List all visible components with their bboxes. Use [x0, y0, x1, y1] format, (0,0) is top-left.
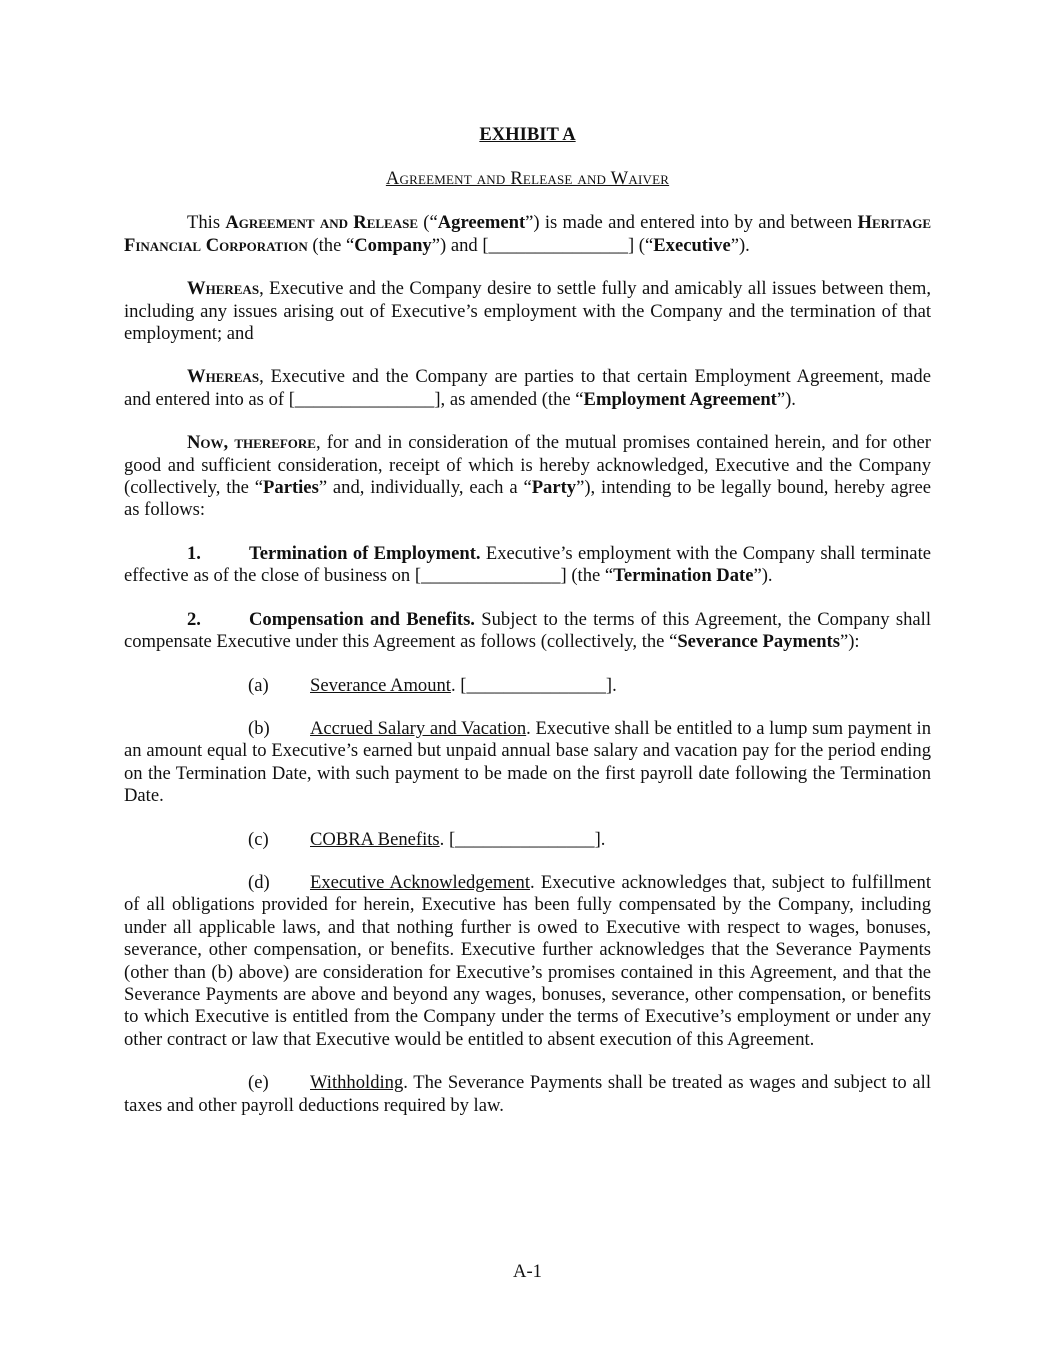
subsection-title: Accrued Salary and Vacation [310, 717, 527, 739]
section-text: Subject to the terms of this Agreement, the Company shall compensate Executive under this Agreement as follows (collectively, the “ [124, 608, 931, 653]
now-therefore-text: ” and, individually, each a “ [318, 477, 532, 499]
company-term: Company [354, 234, 432, 256]
parties-term: Parties [263, 477, 319, 499]
subsection-text: . Executive shall be entitled to a lump sum payment in an amount equal to Executive’s earned but unpaid annual base salary and vacation pay for the period ending on the Termination Date, with such payment to be made on the first payroll date following the Termination Date. [124, 717, 931, 807]
employment-agreement-term: Employment Agreement [583, 388, 777, 410]
company-name: Heritage Financial Corporation [124, 212, 931, 256]
subsection-e [124, 1072, 931, 1117]
subsection-label: (e) [248, 1072, 269, 1094]
intro-text: ”) is made and entered into by and between [525, 212, 858, 234]
section-heading: Compensation and Benefits. [249, 608, 475, 630]
section-number: 2. [187, 608, 201, 630]
whereas-lead: Whereas [187, 366, 260, 388]
agreement-and-release-term: Agreement and Release [225, 212, 419, 234]
termination-date-term: Termination Date [613, 565, 754, 587]
intro-text: ”). [730, 234, 750, 256]
whereas-text: , Executive and the Company are parties to that certain Employment Agreement, made and entered into as of [_______________], as amended (the “ [124, 366, 931, 410]
intro-paragraph [124, 212, 931, 257]
subsection-text: . The Severance Payments shall be treated as wages and subject to all taxes and other payroll deductions required by law. [124, 1072, 931, 1116]
section-number: 1. [187, 542, 201, 564]
section-heading: Termination of Employment. [249, 542, 481, 564]
page-number: A-1 [513, 1261, 542, 1282]
subsection-text: . [_______________]. [439, 828, 606, 850]
subsection-label: (a) [248, 674, 269, 696]
subsection-title: Executive Acknowledgement [310, 871, 531, 893]
section-2 [124, 609, 931, 654]
subsection-text: . [_______________]. [450, 674, 617, 696]
subsection-label: (d) [248, 871, 270, 893]
now-therefore-paragraph [124, 432, 931, 522]
subsection-label: (c) [248, 828, 269, 850]
intro-text: (the “ [307, 234, 355, 256]
subsection-text: . Executive acknowledges that, subject to fulfillment of all obligations provided for herein, Executive has been fully compensated by the Company, including under all applicable laws, and that nothing further is owed to Executive with respect to wages, bonuses, severance, other compensation, or benefits. Executive further acknowledges that the Severance Payments (other than (b) above) are consideration for Executive’s promises contained in this Agreement, and that the Severance Payments are above and beyond any wages, bonuses, severance, other compensation, or benefits to which Executive is entitled from the Company under the terms of Executive’s employment or under any other contract or law that Executive would be entitled to absent execution of this Agreement. [124, 871, 932, 1050]
subsection-c [124, 829, 931, 851]
now-therefore-text: ”), intending to be legally bound, hereby agree as follows: [124, 477, 931, 521]
section-text: ”). [753, 565, 773, 587]
section-text: ”): [839, 631, 860, 653]
agreement-term: Agreement [437, 212, 526, 234]
whereas-paragraph-1 [124, 278, 931, 345]
severance-payments-term: Severance Payments [677, 631, 840, 653]
now-therefore-text: , for and in consideration of the mutual promises contained herein, and for other good and sufficient consideration, receipt of which is hereby acknowledged, Executive and the Company (collectively, the “ [124, 432, 931, 499]
whereas-text: , Executive and the Company desire to settle fully and amicably all issues between them, including any issues arising out of Executive’s employment with the Company and the termination of that employment; and [124, 278, 931, 345]
whereas-paragraph-2 [124, 366, 931, 411]
party-term: Party [531, 477, 577, 499]
intro-text: This [187, 212, 226, 234]
subsection-d [124, 872, 931, 1051]
intro-text: ”) and [_______________] (“ [431, 234, 654, 256]
subsection-label: (b) [248, 717, 270, 739]
section-1 [124, 543, 931, 588]
subsection-a [124, 675, 931, 697]
subsection-b [124, 718, 931, 808]
exhibit-title: EXHIBIT A [479, 124, 576, 145]
subsection-title: Severance Amount [310, 674, 451, 696]
intro-text: (“ [418, 212, 438, 234]
document-subtitle: Agreement and Release and Waiver [385, 168, 670, 189]
now-therefore-lead: Now, therefore [187, 432, 316, 454]
section-text: Executive’s employment with the Company shall terminate effective as of the close of business on [_______________] (the “ [124, 542, 931, 587]
whereas-text: ”). [776, 388, 796, 410]
subsection-title: Withholding [310, 1072, 404, 1094]
subsection-title: COBRA Benefits [310, 828, 440, 850]
whereas-lead: Whereas [187, 278, 260, 300]
executive-term: Executive [653, 234, 731, 256]
